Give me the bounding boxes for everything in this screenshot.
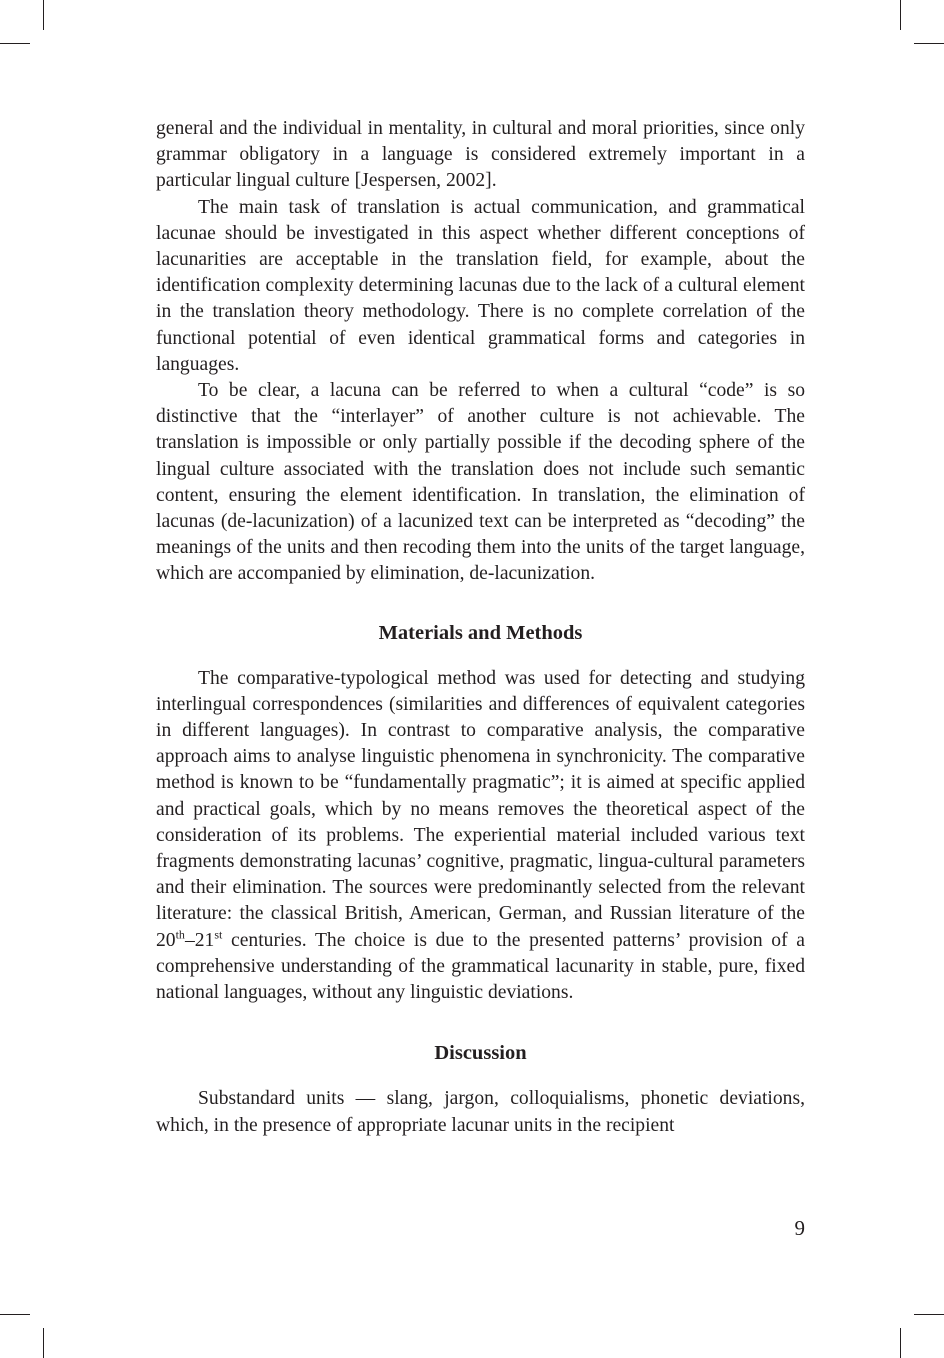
crop-mark-bottom-right-horizontal — [914, 1314, 944, 1315]
paragraph-discussion: Substandard units — slang, jargon, colloquialisms, phonetic deviations, which, in the presence of appropriate lacunar units in the recipient — [156, 1088, 805, 1136]
materials-text-before: The comparative-typological method was used for detecting and studying interlingual correspondences (similarities and differences of equivalent categories in different languages). In contrast to comparative analysis, the comparative approach aims to analyse linguistic phenomena in synchronicity. The comparative method is known to be “fundamentally pragmatic”; it is aimed at specific applied and practical goals, which by no means removes the theoretical aspect of the consideration of its problems. The experiential material included various text fragments demonstrating lacunas’ cognitive, pragmatic, lingua-cultural parameters and their elimination. The sources were predominantly selected from the relevant literature: the classical British, American, German, and Russian literature of the — [156, 667, 805, 925]
ordinal-suffix-th: th — [175, 927, 185, 942]
ordinal-suffix-st: st — [214, 927, 223, 942]
materials-text-after: centuries. The choice is due to the presented patterns’ provision of a comprehensive understanding of the grammatical lacunarity in stable, pure, fixed national languages, without any linguistic deviations. — [156, 929, 805, 1004]
century-start: 20 — [156, 929, 176, 951]
crop-mark-bottom-left-horizontal — [0, 1314, 30, 1315]
century-end: 21 — [194, 929, 215, 951]
crop-mark-top-left-horizontal — [0, 43, 30, 44]
crop-mark-bottom-right-vertical — [900, 1328, 901, 1358]
paragraph-lacuna-definition: To be clear, a lacuna can be referred to when a cultural “code” is so distinctive that the “interlayer” of another culture is not achievable. The translation is impossible or only partially possible if the decoding sphere of the lingual culture associated with the translation does not include such semantic content, ensuring the element identification. In translation, the elimination of lacunas (de-lacunization) of a lacunized text can be interpreted as “decoding” the meanings of the units and then recoding them into the units of the target language, which are accompanied by elimination, de-lacunization. — [156, 380, 805, 585]
page-number: 9 — [794, 1216, 805, 1240]
paragraph-materials-methods — [156, 666, 805, 1007]
paragraph-continuation: general and the individual in mentality, in cultural and moral priorities, since only grammar obligatory in a language is considered extremely important in a particular lingual culture [Jespersen, 2002]. — [156, 118, 805, 192]
paragraph-translation-task: The main task of translation is actual communication, and grammatical lacunae should be investigated in this aspect whether different conceptions of lacunarities are acceptable in the translation field, for example, about the identification complexity determining lacunas due to the lack of a cultural element in the translation theory methodology. There is no complete correlation of the functional potential of even identical grammatical forms and categories in languages. — [156, 196, 805, 375]
section-heading-materials-methods: Materials and Methods — [378, 621, 583, 644]
page-body — [156, 116, 805, 1139]
crop-mark-top-right-vertical — [900, 0, 901, 30]
range-dash: – — [184, 929, 195, 951]
crop-mark-top-left-vertical — [43, 0, 44, 30]
section-heading-discussion: Discussion — [434, 1042, 527, 1065]
crop-mark-bottom-left-vertical — [43, 1328, 44, 1358]
crop-mark-top-right-horizontal — [914, 43, 944, 44]
